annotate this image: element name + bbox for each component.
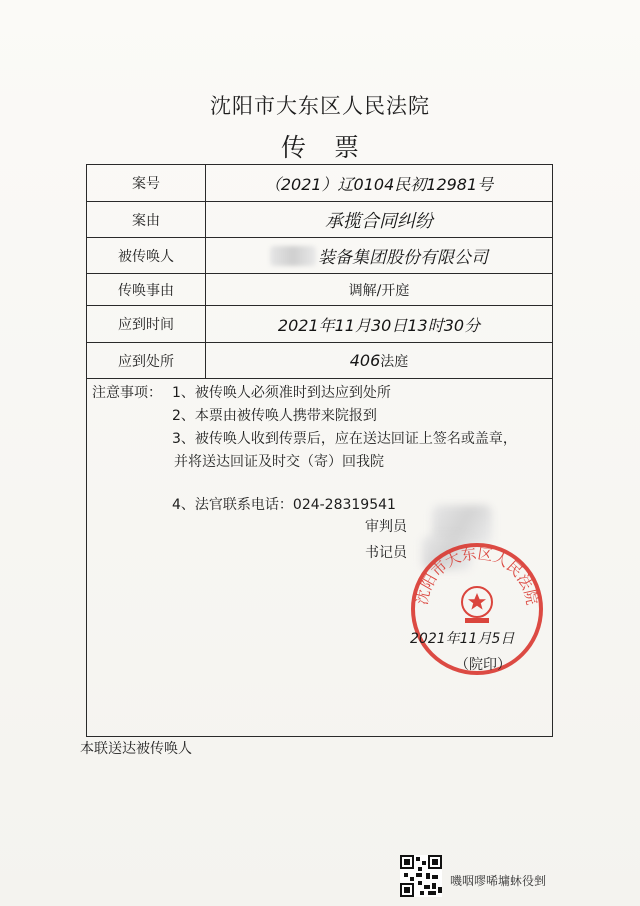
row-appearance-place <box>87 343 552 379</box>
appearance-time-text: 2021年11月30日13时30分 <box>277 315 481 335</box>
value-summons-reason <box>206 274 552 305</box>
note-item-2: 2、本票由被传唤人携带来院报到 <box>172 408 377 424</box>
note-item-3: 3、被传唤人收到传票后，应在送达回证上签名或盖章， <box>172 431 517 447</box>
row-summoned-party <box>87 238 552 274</box>
label-summons-reason: 传唤事由 <box>87 274 206 305</box>
note-item-3-continued: 并将送达回证及时交（寄）回我院 <box>174 454 384 470</box>
value-summoned-party <box>206 238 552 273</box>
summoned-party-text: 装备集团股份有限公司 <box>318 248 488 268</box>
document-title: 传票 <box>280 133 387 162</box>
notes-heading: 注意事项： <box>92 385 162 401</box>
row-case-cause <box>87 202 552 238</box>
row-appearance-time <box>87 306 552 343</box>
appearance-place-suffix: 法庭 <box>380 353 409 370</box>
label-case-number: 案号 <box>87 165 206 201</box>
seal-arc-text: 沈阳市大东区人民法院 <box>412 544 542 607</box>
footer-note: 本联送达被传唤人 <box>80 741 192 757</box>
value-appearance-place <box>206 343 552 378</box>
value-appearance-time <box>206 306 552 342</box>
row-summons-reason <box>87 274 552 306</box>
seal-mark: （院印） <box>455 657 511 673</box>
case-cause-text: 承揽合同纠纷 <box>325 210 433 232</box>
value-case-cause <box>206 202 552 237</box>
appearance-room-number: 406 <box>349 351 381 370</box>
redacted-name <box>270 246 316 266</box>
summons-reason-text: 调解/开庭 <box>348 282 410 299</box>
note-item-1: 1、被传唤人必须准时到达应到处所 <box>172 385 391 401</box>
judge-label: 审判员 <box>365 519 407 535</box>
label-summoned-party: 被传唤人 <box>87 238 206 273</box>
note-item-4: 4、法官联系电话：024-28319541 <box>172 497 396 513</box>
label-appearance-time: 应到时间 <box>87 306 206 342</box>
case-number-text: （2021）辽0104民初12981号 <box>264 174 494 194</box>
court-name: 沈阳市大东区人民法院 <box>210 94 430 118</box>
clerk-label: 书记员 <box>365 545 407 561</box>
qr-code-icon <box>400 855 442 897</box>
row-case-number <box>87 165 552 202</box>
watermark-text: 嘰咽嘐唏墉蚞役剉 <box>450 874 547 888</box>
label-appearance-place: 应到处所 <box>87 343 206 378</box>
label-case-cause: 案由 <box>87 202 206 237</box>
value-case-number <box>206 165 552 201</box>
seal-date: 2021年11月5日 <box>410 631 515 647</box>
